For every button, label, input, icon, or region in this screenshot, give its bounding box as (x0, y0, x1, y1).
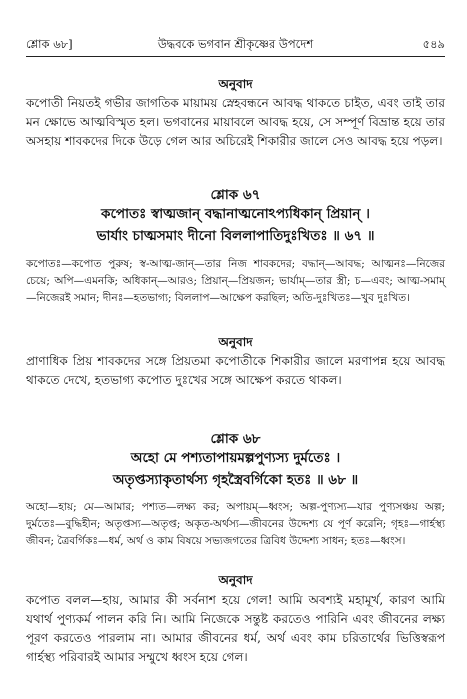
page-number: ৫৪৯ (422, 37, 445, 51)
header-chapter-title: উদ্ধবকে ভগবান শ্রীকৃষ্ণের উপদেশ (157, 37, 314, 51)
verse-67-line-1: কপোতঃ স্বাত্মজান্ বদ্ধানাত্মনোঽপ্যধিকান্ প্রিয়ান্ । (101, 206, 370, 222)
verse-67-title: শ্লোক ৬৭ (210, 187, 261, 203)
header-verse-ref: শ্লোক ৬৮] (26, 37, 73, 51)
translation-67: প্রাণাধিক প্রিয় শাবকদের সঙ্গে প্রিয়তমা কপোতীকে শিকারীর জালে মরণাপন্ন হয়ে আবদ্ধ থাকতে দেখে, হতভাগ্য কপোত দুঃখের সঙ্গে আক্ষেপ করতে থাকল। (26, 354, 445, 387)
verse-67-line-2: ভার্যাং চাত্মসমাং দীনো বিললাপাতিদুঃখিতঃ ॥ ৬৭ ॥ (96, 228, 375, 244)
verse-68-title: শ্লোক ৬৮ (210, 431, 261, 447)
translation-heading-68: অনুবাদ (218, 573, 253, 587)
translation-68: কপোত বলল—হায়, আমার কী সর্বনাশ হয়ে গেল! আমি অবশ্যই মহামূর্খ, কারণ আমি যথার্থ পুণ্যকর্ম পালন করি নি। আমি নিজেকে সন্তুষ্ট করতেও পারিনি এবং জীবনের লক্ষ্য পূরণ করতেও পারলাম না। আমার জীবনের ধর্ম, অর্থ এবং কাম চরিতার্থের ভিত্তিস্বরূপ গার্হস্থ্য পরিবারই আমার সম্মুখে ধ্বংস হয়ে গেল। (26, 593, 445, 664)
verse-68-word-meanings: অহো—হায়; মে—আমার; পশ্যত—লক্ষ্য কর; অপায়ম্—ধ্বংস; অল্প-পুণ্যস্য—যার পুণ্যসঞ্চয় অল্প; দুর্মতেঃ—বুদ্ধিহীন; অতৃপ্তস্য—অতৃপ্ত; অকৃত-অর্থস্য—জীবনের উদ্দেশ্য যে পূর্ণ করেনি; গৃহঃ—গার্হস্থ্য জীবন; ত্রৈবর্গিকঃ—ধর্ম, অর্থ ও কাম বিষয়ে সভ্যজগতের ত্রিবিধ উদ্দেশ্য সাধন; হতঃ—ধ্বংস। (26, 501, 445, 547)
running-header (26, 34, 445, 57)
verse-68-line-1: অহো মে পশ্যতাপায়মল্পপুণ্যস্য দুর্মতেঃ । (130, 450, 341, 466)
verse-68-line-2: অতৃপ্তস্যাকৃতার্থস্য গৃহস্ত্রৈবর্গিকো হতঃ ॥ ৬৮ ॥ (112, 472, 359, 488)
translation-heading-67: অনুবাদ (218, 335, 253, 349)
verse-67-word-meanings: কপোতঃ—কপোত পুরুষ; স্ব-আত্ম-জান্—তার নিজ শাবকদের; বদ্ধান্—আবদ্ধ; আত্মনঃ—নিজের চেয়ে; অপি—এমনকি; অধিকান্—আরও; প্রিয়ান্—প্রিয়জন; ভার্যাম্—তার স্ত্রী; চ—এবং; আত্ম-সমাম্—নিজেরই সমান; দীনঃ—হতভাগ্য; বিললাপ—আক্ষেপ করছিল; অতি-দুঃখিতঃ—খুব দুঃখিত। (26, 258, 445, 304)
translation-66: কপোতী নিয়তই গভীর জাগতিক মায়াময় স্নেহবন্ধনে আবদ্ধ থাকতে চাইত, এবং তাই তার মন ক্ষোভে আত্মবিস্মৃত হল। ভগবানের মায়াবলে আবদ্ধ হয়ে, সে সম্পূর্ণ বিভ্রান্ত হয়ে তার অসহায় শাবকদের দিকে উড়ে গেল আর অচিরেই শিকারীর জালে সেও আবদ্ধ হয়ে পড়ল। (26, 96, 445, 148)
translation-heading-66: অনুবাদ (218, 77, 253, 91)
